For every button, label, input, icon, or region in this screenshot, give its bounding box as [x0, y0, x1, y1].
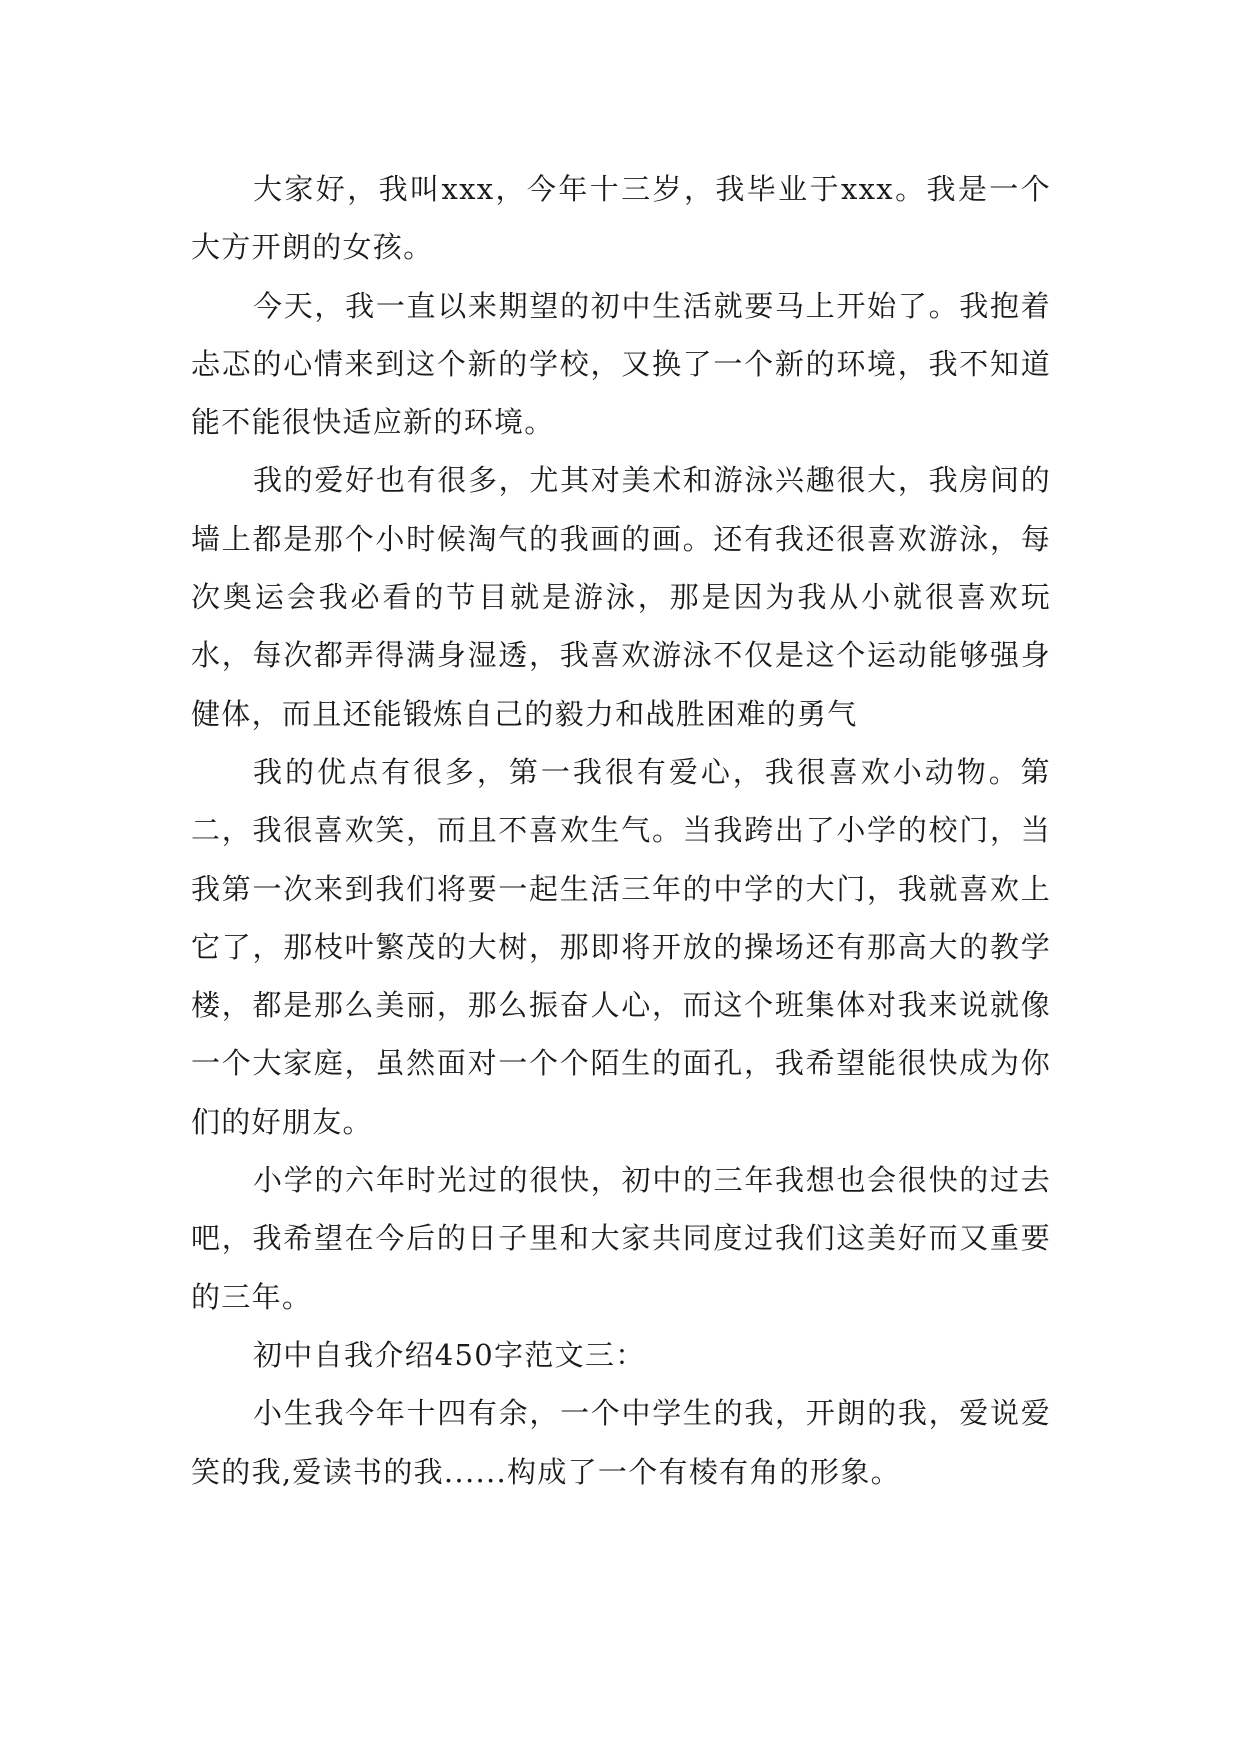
- document-body: [191, 160, 1051, 1501]
- paragraph-sample-three: 小生我今年十四有余，一个中学生的我，开朗的我，爱说爱笑的我,爱读书的我......构成了一个有棱有角的形象。: [191, 1396, 1051, 1489]
- paragraph-intro: 大家好，我叫xxx，今年十三岁，我毕业于xxx。我是一个大方开朗的女孩。: [191, 172, 1051, 265]
- paragraph-today: 今天，我一直以来期望的初中生活就要马上开始了。我抱着忐忑的心情来到这个新的学校，又换了一个新的环境，我不知道能不能很快适应新的环境。: [191, 288, 1051, 440]
- paragraph-strengths: 我的优点有很多，第一我很有爱心，我很喜欢小动物。第二，我很喜欢笑，而且不喜欢生气。当我跨出了小学的校门，当我第一次来到我们将要一起生活三年的中学的大门，我就喜欢上它了，那枝叶繁茂的大树，那即将开放的操场还有那高大的教学楼，都是那么美丽，那么振奋人心，而这个班集体对我来说就像一个大家庭，虽然面对一个个陌生的面孔，我希望能很快成为你们的好朋友。: [191, 754, 1051, 1139]
- section-heading: 初中自我介绍450字范文三：: [253, 1337, 646, 1372]
- paragraph-future: 小学的六年时光过的很快，初中的三年我想也会很快的过去吧，我希望在今后的日子里和大家共同度过我们这美好而又重要的三年。: [191, 1163, 1051, 1314]
- paragraph-hobbies: 我的爱好也有很多，尤其对美术和游泳兴趣很大，我房间的墙上都是那个小时候淘气的我画的画。还有我还很喜欢游泳，每次奥运会我必看的节目就是游泳，那是因为我从小就很喜欢玩水，每次都弄得满身湿透，我喜欢游泳不仅是这个运动能够强身健体，而且还能锻炼自己的毅力和战胜困难的勇气: [191, 463, 1051, 731]
